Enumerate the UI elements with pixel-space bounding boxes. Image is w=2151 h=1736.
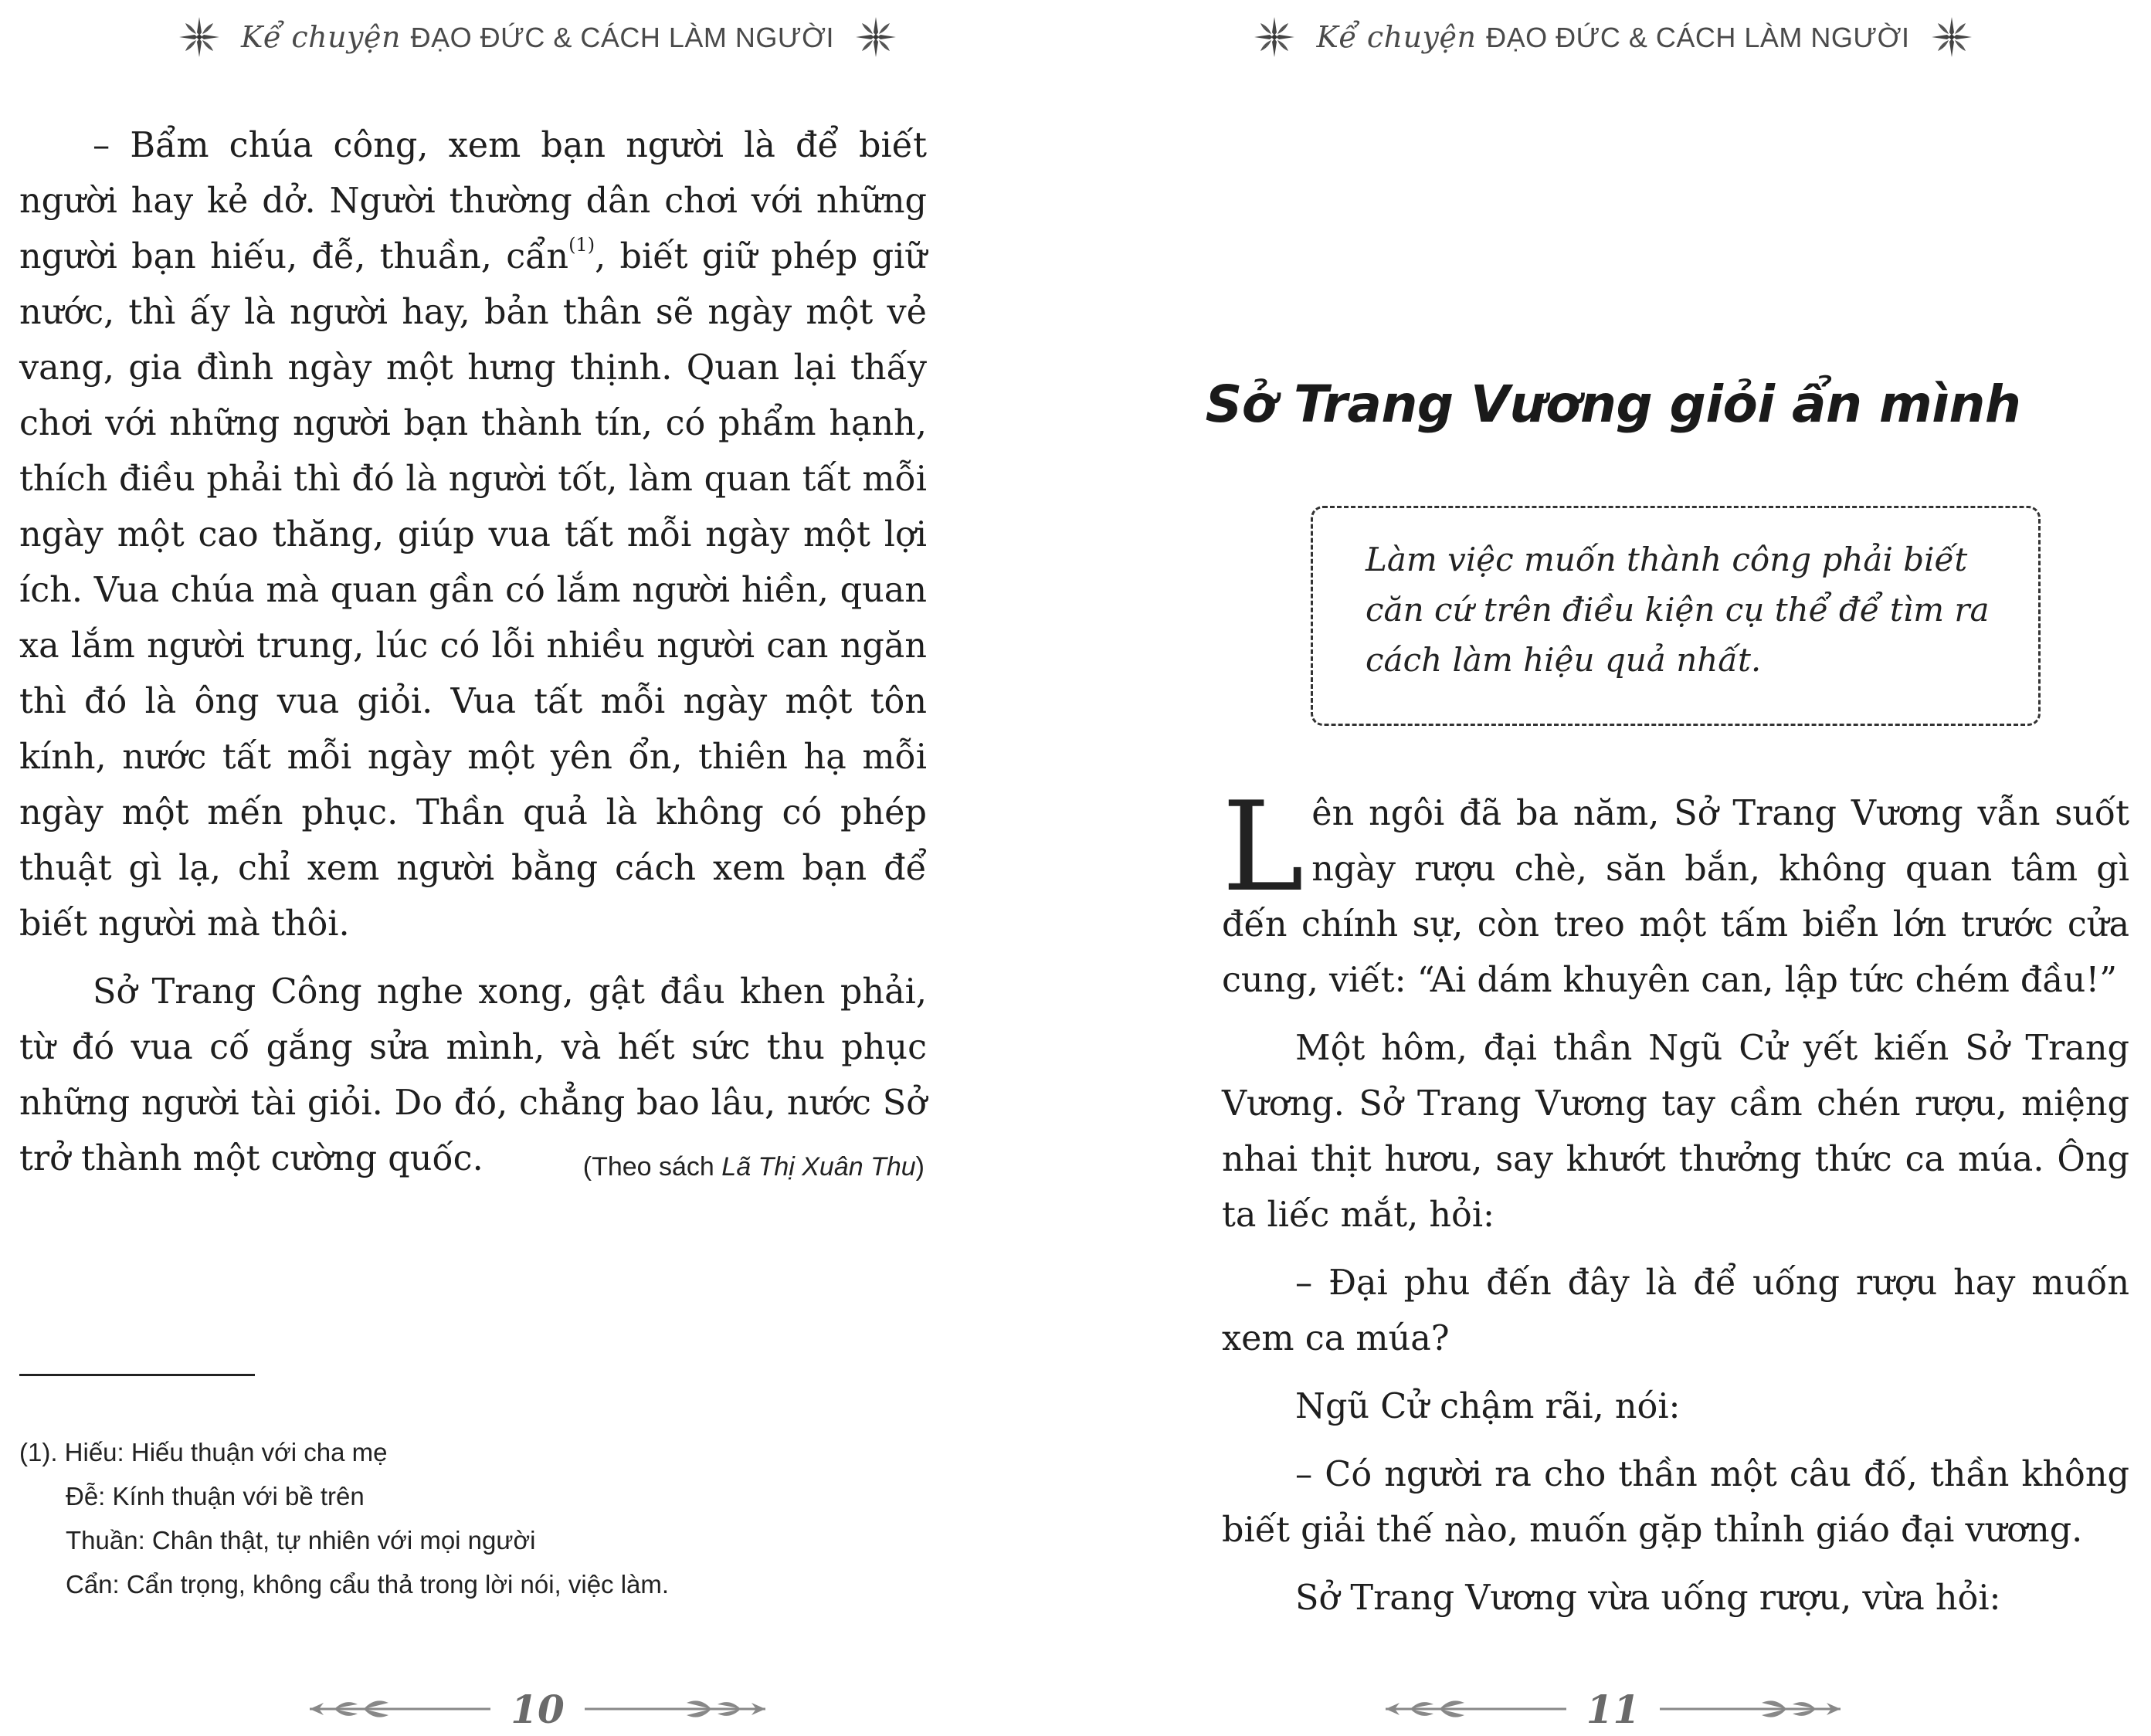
footnote-item: Thuần: Chân thật, tự nhiên với mọi người xyxy=(66,1526,536,1555)
header-script-text: Kể chuyện xyxy=(1316,20,1477,54)
footnote-item: Đễ: Kính thuận với bề trên xyxy=(66,1482,365,1511)
footnotes xyxy=(19,1430,669,1606)
running-header xyxy=(0,14,1075,60)
paragraph: Sở Trang Vương vừa uống rượu, vừa hỏi: xyxy=(1295,1578,2001,1618)
footnote-divider xyxy=(19,1374,255,1376)
star-flourish-icon xyxy=(1253,15,1296,59)
header-script-text: Kể chuyện xyxy=(240,20,401,54)
paragraph: Sở Trang Công nghe xong, gật đầu khen phải, từ đó vua cố gắng sửa mình, và hết sức thu phục những người tài giỏi. Do đó, chẳng bao lâu, nước Sở trở thành một cường quốc. xyxy=(19,972,927,1178)
page-number: 10 xyxy=(511,1686,565,1732)
page-number: 11 xyxy=(1586,1686,1640,1732)
footnote-ref[interactable]: (1) xyxy=(568,234,595,256)
paragraph: Ngũ Cử chậm rãi, nói: xyxy=(1295,1387,1681,1426)
paragraph: Một hôm, đại thần Ngũ Cử yết kiến Sở Trang Vương. Sở Trang Vương tay cầm chén rượu, miệng nhai thịt hươu, say khướt thưởng thức ca múa. Ông ta liếc mắt, hỏi: xyxy=(1222,1029,2129,1235)
page-footer xyxy=(1075,1682,2151,1736)
footnote-item: Cẩn: Cẩn trọng, không cẩu thả trong lời nói, việc làm. xyxy=(66,1570,670,1599)
leaf-flourish-icon xyxy=(1379,1694,1573,1724)
paragraph: – Đại phu đến đây là để uống rượu hay muốn xem ca múa? xyxy=(1222,1263,2129,1358)
epigraph-box xyxy=(1311,506,2041,726)
left-body-text xyxy=(19,118,927,1187)
right-page xyxy=(1075,0,2151,1732)
footnote-item: (1). Hiếu: Hiếu thuận với cha mẹ xyxy=(19,1438,388,1466)
star-flourish-icon xyxy=(178,15,221,59)
source-citation: (Theo sách Lã Thị Xuân Thu) xyxy=(582,1152,925,1182)
star-flourish-icon xyxy=(854,15,897,59)
epigraph-text: Làm việc muốn thành công phải biết căn cứ trên điều kiện cụ thể để tìm ra cách làm hiệu quả nhất. xyxy=(1366,541,1990,679)
star-flourish-icon xyxy=(1930,15,1973,59)
paragraph: Lên ngôi đã ba năm, Sở Trang Vương vẫn suốt ngày rượu chè, săn bắn, không quan tâm gì đến chính sự, còn treo một tấm biển lớn trước cửa cung, viết: “Ai dám khuyên can, lập tức chém đầu!” xyxy=(1222,775,2129,1000)
paragraph: – Bẩm chúa công, xem bạn người là để biết người hay kẻ dở. Người thường dân chơi với những người bạn hiếu, đễ, thuần, cẩn$^{(1)}$, biết giữ phép giữ nước, thì ấy là người hay, bản thân sẽ ngày một vẻ vang, gia đình ngày một hưng thịnh. Quan lại thấy chơi với những người bạn thành tín, có phẩm hạnh, thích điều phải thì đó là người tốt, làm quan tất mỗi ngày một cao thăng, giúp vua tất mỗi ngày một lợi ích. Vua chúa mà quan gần có lắm người hiền, quan xa lắm người trung, lúc có lỗi nhiều người can ngăn thì đó là ông vua giỏi. Vua tất mỗi ngày một tôn kính, nước tất mỗi ngày một yên ổn, thiên hạ mỗi ngày một mến phục. Thần quả là không có phép thuật gì lạ, chỉ xem người bằng cách xem bạn để biết người mà thôi. xyxy=(19,126,927,944)
leaf-flourish-icon xyxy=(1654,1694,1847,1724)
drop-cap: L xyxy=(1222,775,1305,919)
running-header-title xyxy=(1316,20,1909,54)
leaf-flourish-icon xyxy=(578,1694,772,1724)
right-body-text xyxy=(1222,775,2129,1626)
paragraph: – Có người ra cho thần một câu đố, thần không biết giải thế nào, muốn gặp thỉnh giáo đại vương. xyxy=(1222,1455,2129,1550)
running-header xyxy=(1075,14,2151,60)
left-page xyxy=(0,0,1075,1732)
leaf-flourish-icon xyxy=(304,1694,497,1724)
story-title: Sở Trang Vương giỏi ẩn mình xyxy=(1205,375,2021,434)
header-caps-text: ĐẠO ĐỨC & CÁCH LÀM NGƯỜI xyxy=(1486,22,1910,53)
page-footer xyxy=(0,1682,1075,1736)
running-header-title xyxy=(241,20,834,54)
header-caps-text: ĐẠO ĐỨC & CÁCH LÀM NGƯỜI xyxy=(410,22,835,53)
